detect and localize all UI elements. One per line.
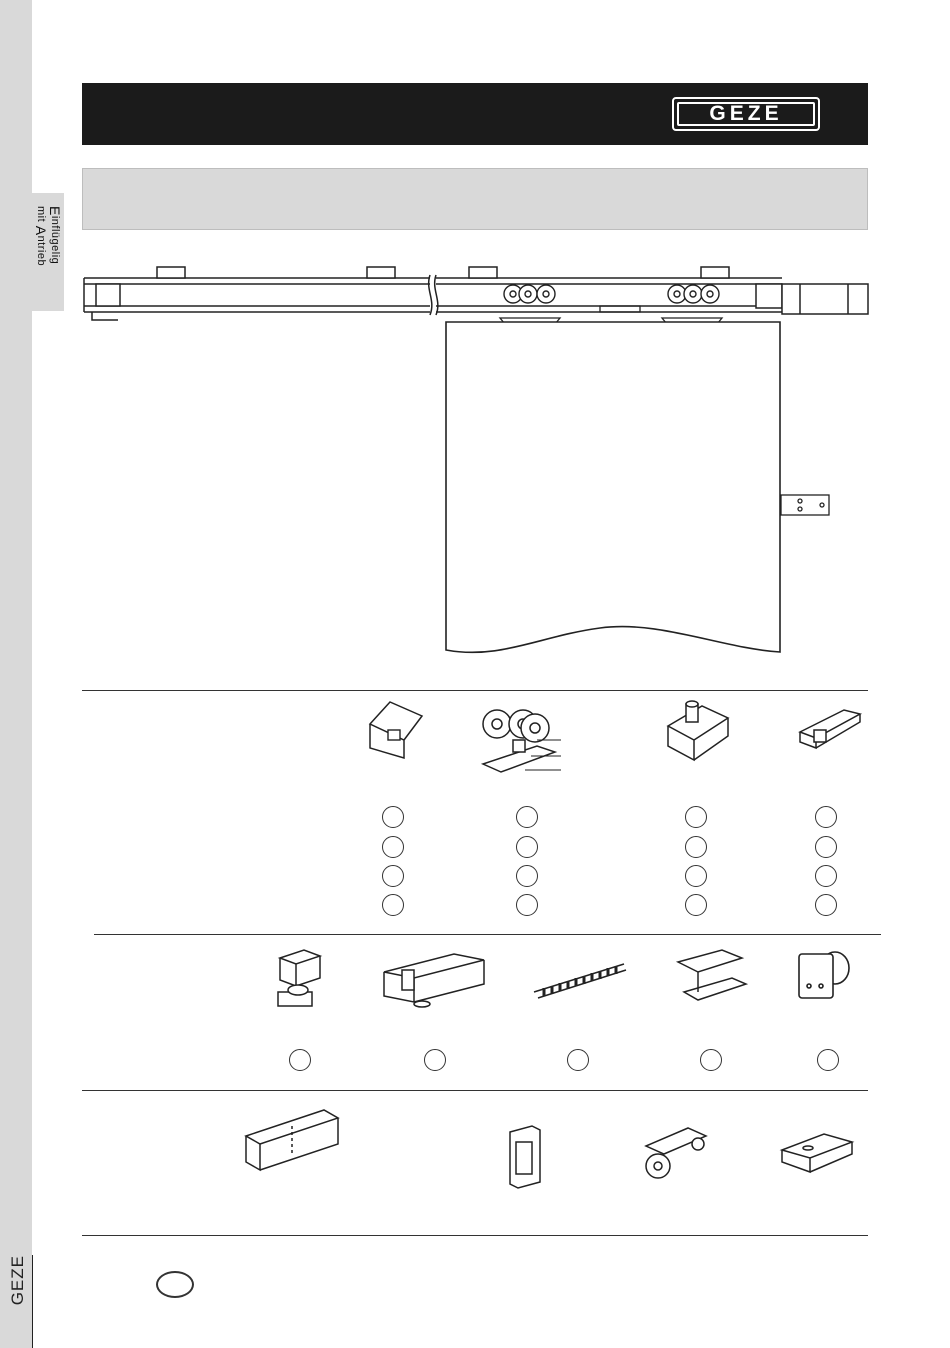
recessed-handle-icon	[502, 1122, 552, 1192]
item-number-circle	[516, 806, 538, 828]
item-number-circle	[382, 894, 404, 916]
item-number-circle	[685, 836, 707, 858]
item-number-circle	[382, 806, 404, 828]
item-number-circle	[567, 1049, 589, 1071]
end-stop-icon	[660, 696, 735, 771]
floor-guide-icon	[270, 944, 330, 1014]
item-number-circle	[815, 865, 837, 887]
guide-roller-icon	[636, 1118, 716, 1188]
item-number-circle	[289, 1049, 311, 1071]
bottom-divider	[82, 1235, 868, 1236]
roller-wheels	[504, 285, 719, 303]
logo-text: GEZE	[677, 102, 815, 126]
catch-icon	[792, 700, 867, 760]
sidebar-divider	[32, 1255, 33, 1348]
drive-unit-icon	[378, 944, 493, 1009]
door-leaf-icon	[446, 322, 780, 652]
item-number-circle	[685, 806, 707, 828]
language-badge	[156, 1271, 194, 1298]
row2-divider	[94, 934, 881, 935]
item-number-circle	[815, 806, 837, 828]
item-number-circle	[700, 1049, 722, 1071]
end-cap-icon	[793, 944, 858, 1009]
roller-carriage-icon	[475, 696, 570, 786]
row1-divider	[82, 690, 868, 691]
item-number-circle	[516, 894, 538, 916]
item-number-circle	[382, 865, 404, 887]
mounting-plate-icon	[776, 1128, 861, 1178]
item-number-circle	[685, 865, 707, 887]
item-number-circle	[516, 836, 538, 858]
rail-connector-icon	[240, 1104, 345, 1174]
item-number-circle	[382, 836, 404, 858]
item-number-circle	[424, 1049, 446, 1071]
wall-bracket-icon	[360, 696, 430, 766]
item-number-circle	[815, 894, 837, 916]
row3-divider	[82, 1090, 868, 1091]
belt-clamp-icon	[672, 944, 752, 1004]
chapter-tab-label: Einflügelig mit Antrieb	[33, 206, 63, 267]
item-number-circle	[815, 836, 837, 858]
toothed-belt-icon	[530, 952, 630, 1002]
item-number-circle	[516, 865, 538, 887]
item-number-circle	[817, 1049, 839, 1071]
sidebar-brand: GEZE	[8, 1255, 27, 1306]
item-number-circle	[685, 894, 707, 916]
